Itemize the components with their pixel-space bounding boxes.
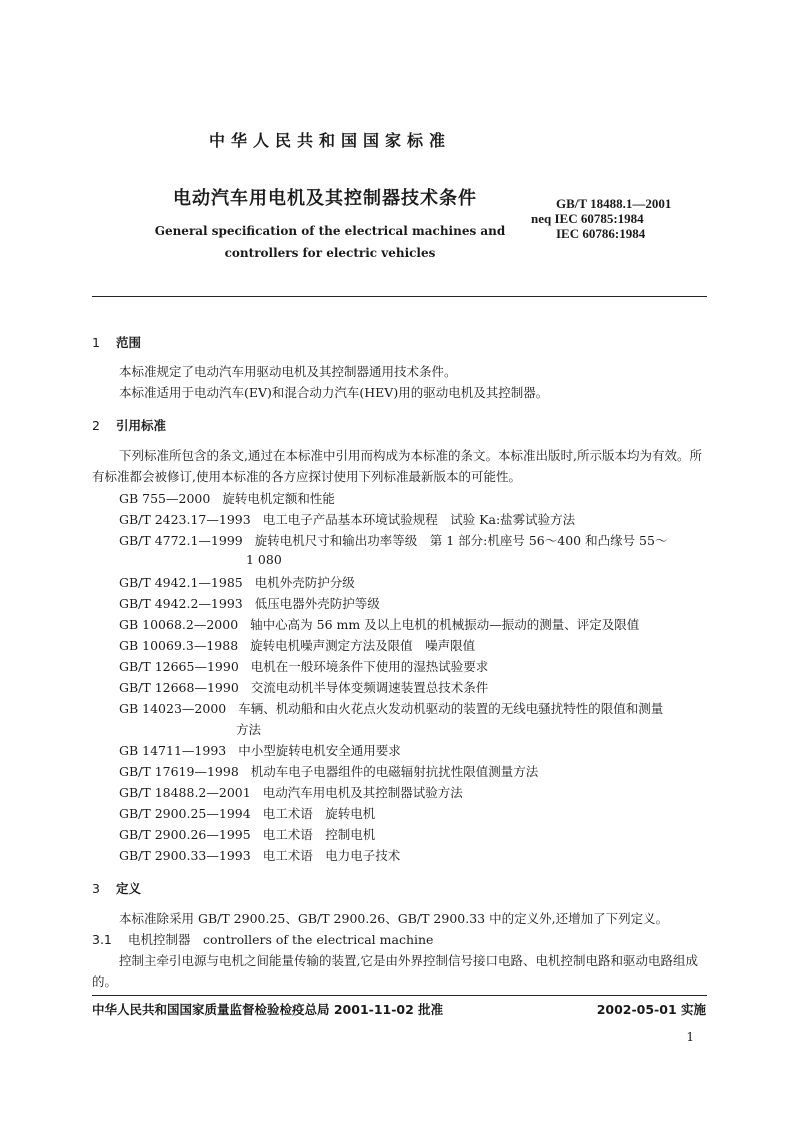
section-1-heading: [92, 333, 141, 351]
reference-code: GB/T 2900.26—1995: [119, 827, 251, 842]
subsection-3-1-body: 控制主牵引电源与电机之间能量传输的装置,它是由外界控制信号接口电路、电机控制电路和驱动电路组成的。: [92, 953, 698, 989]
reference-title: 电工电子产品基本环境试验规程 试验 Ka:盐雾试验方法: [262, 512, 576, 527]
reference-code: GB/T 4772.1—1999: [119, 533, 243, 548]
reference-item: [119, 594, 380, 612]
section-title: 定义: [116, 881, 142, 896]
reference-code: GB 10069.3—1988: [119, 638, 239, 653]
subsection-title: 电机控制器 controllers of the electrical machine: [128, 932, 434, 947]
standard-title-en-line1: General specification of the electrical machines and: [154, 224, 506, 238]
reference-continuation: 方法: [236, 722, 262, 737]
section-number: 1: [92, 335, 100, 350]
section-3-intro: 本标准除采用 GB/T 2900.25、GB/T 2900.26、GB/T 2900.33 中的定义外,还增加了下列定义。: [119, 911, 669, 926]
section-1-paragraph-2: 本标准适用于电动汽车(EV)和混合动力汽车(HEV)用的驱动电机及其控制器。: [119, 385, 549, 400]
reference-item: [119, 489, 335, 507]
reference-item: [119, 510, 575, 528]
reference-item: [119, 678, 488, 696]
section-2-heading: [92, 416, 166, 434]
reference-item: [119, 657, 488, 675]
reference-title: 电工术语 电力电子技术: [262, 848, 401, 863]
reference-code: GB 755—2000: [119, 491, 211, 506]
reference-code: GB/T 2900.33—1993: [119, 848, 251, 863]
reference-item: [119, 573, 355, 591]
header-divider: [92, 296, 707, 297]
national-standard-heading: 中华人民共和国国家标准: [208, 131, 451, 150]
subsection-3-1-heading: [92, 930, 433, 948]
reference-code: GB/T 12668—1990: [119, 680, 239, 695]
reference-title: 低压电器外壳防护等级: [254, 596, 380, 611]
reference-title: 机动车电子电器组件的电磁辐射抗扰性限值测量方法: [250, 764, 539, 779]
reference-title: 电机外壳防护分级: [254, 575, 355, 590]
reference-item: [119, 615, 639, 633]
reference-code: GB/T 18488.2—2001: [119, 785, 251, 800]
reference-item: [119, 825, 375, 843]
reference-code: GB/T 17619—1998: [119, 764, 239, 779]
implementation-date: 2002-05-01 实施: [596, 1002, 706, 1017]
reference-code: GB/T 4942.2—1993: [119, 596, 243, 611]
reference-item: [119, 636, 475, 654]
standard-code: GB/T 18488.1—2001: [556, 196, 672, 211]
reference-code: GB 14023—2000: [119, 701, 227, 716]
reference-title: 旋转电机定额和性能: [222, 491, 335, 506]
reference-code: GB/T 4942.1—1985: [119, 575, 243, 590]
reference-title: 交流电动机半导体变频调速装置总技术条件: [250, 680, 489, 695]
standard-title-cn: 电动汽车用电机及其控制器技术条件: [173, 188, 477, 209]
section-number: 2: [92, 418, 100, 433]
reference-continuation: 1 080: [246, 552, 282, 567]
reference-item: [119, 699, 663, 717]
reference-code: GB 10068.2—2000: [119, 617, 239, 632]
standard-neq: neq IEC 60785:1984: [531, 211, 644, 226]
reference-title: 电动汽车用电机及其控制器试验方法: [262, 785, 463, 800]
reference-code: GB/T 2900.25—1994: [119, 806, 251, 821]
reference-code: GB/T 2423.17—1993: [119, 512, 251, 527]
reference-item: [119, 846, 400, 864]
reference-code: GB 14711—1993: [119, 743, 227, 758]
reference-item: [119, 804, 375, 822]
approval-statement: 中华人民共和国国家质量监督检验检疫总局 2001-11-02 批准: [92, 1002, 444, 1017]
reference-title: 旋转电机尺寸和输出功率等级 第 1 部分:机座号 56～400 和凸缘号 55～: [254, 533, 668, 548]
reference-title: 电工术语 旋转电机: [262, 806, 376, 821]
section-2-intro: 下列标准所包含的条文,通过在本标准中引用而构成为本标准的条文。本标准出版时,所示版本均为有效。所有标准都会被修订,使用本标准的各方应探讨使用下列标准最新版本的可能性。: [92, 448, 702, 484]
page-number: 1: [686, 1030, 694, 1044]
standard-title-en-line2: controllers for electric vehicles: [224, 246, 436, 260]
reference-title: 车辆、机动船和由火花点火发动机驱动的装置的无线电骚扰特性的限值和测量: [238, 701, 664, 716]
reference-title: 旋转电机噪声测定方法及限值 噪声限值: [250, 638, 476, 653]
reference-title: 电工术语 控制电机: [262, 827, 376, 842]
reference-title: 轴中心高为 56 mm 及以上电机的机械振动—振动的测量、评定及限值: [250, 617, 640, 632]
reference-item: [119, 741, 401, 759]
reference-code: GB/T 12665—1990: [119, 659, 239, 674]
footer-divider: [92, 995, 707, 996]
reference-title: 电机在一般环境条件下使用的湿热试验要求: [250, 659, 489, 674]
section-title: 范围: [116, 335, 142, 350]
section-3-heading: [92, 879, 141, 897]
reference-title: 中小型旋转电机安全通用要求: [238, 743, 401, 758]
section-title: 引用标准: [116, 418, 167, 433]
reference-item: [119, 531, 667, 549]
subsection-number: 3.1: [92, 932, 112, 947]
reference-item: [119, 783, 463, 801]
standard-iec: IEC 60786:1984: [556, 226, 646, 241]
reference-item: [119, 762, 538, 780]
section-number: 3: [92, 881, 100, 896]
section-1-paragraph-1: 本标准规定了电动汽车用驱动电机及其控制器通用技术条件。: [119, 364, 457, 379]
